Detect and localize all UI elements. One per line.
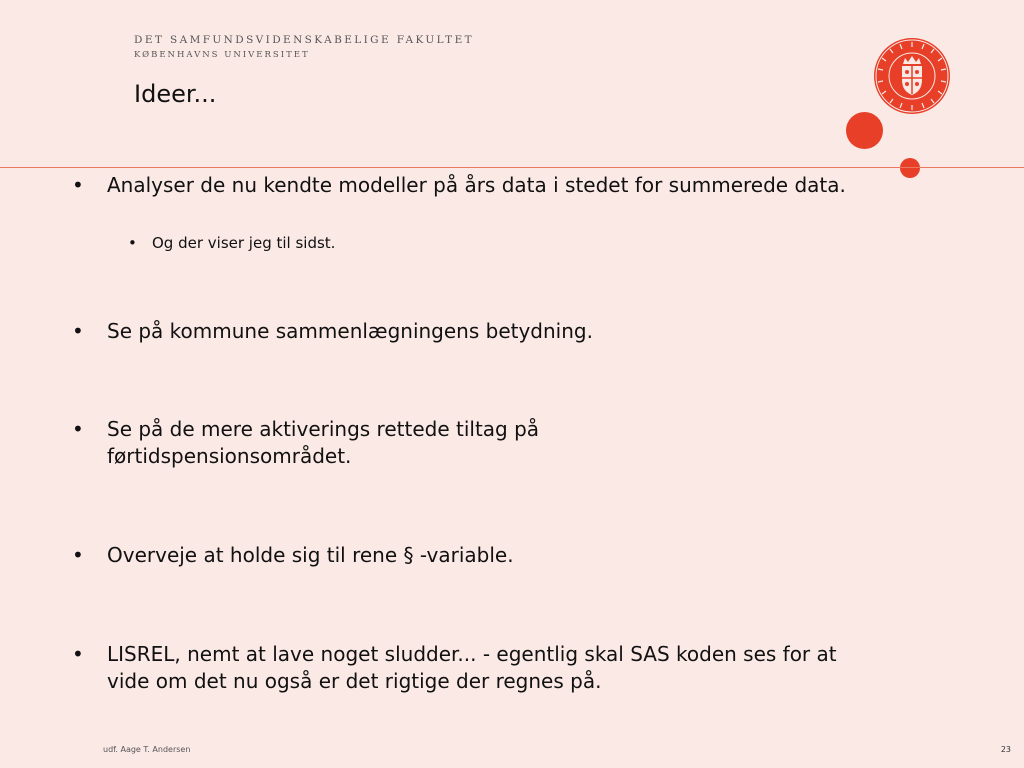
seal-graphic [872, 36, 952, 116]
university-name: KØBENHAVNS UNIVERSITET [134, 50, 310, 60]
bullet-text: Se på kommune sammenlægningens betydning. [107, 319, 593, 343]
bullet-marker: • [72, 417, 84, 441]
decorative-dot-small [900, 158, 920, 178]
bullet-marker: • [72, 642, 84, 666]
bullet-text: Overveje at holde sig til rene § -variable. [107, 543, 514, 567]
page-number: 23 [1000, 745, 1011, 754]
bullet-marker: • [72, 543, 84, 567]
bullet-text: LISREL, nemt at lave noget sludder... - egentlig skal SAS koden ses for at vide om det nu også er det rigtige der regnes på. [107, 642, 837, 693]
bullet-marker: • [72, 173, 84, 197]
bullet-marker: • [72, 319, 84, 343]
sub-bullet-text: Og der viser jeg til sidst. [152, 234, 336, 252]
bullet-text: Se på de mere aktiverings rettede tiltag på førtidspensionsområdet. [107, 417, 540, 468]
faculty-name: DET SAMFUNDSVIDENSKABELIGE FAKULTET [134, 34, 475, 46]
university-seal-icon [872, 36, 952, 116]
header-divider [0, 167, 1024, 168]
sub-bullet-marker: • [128, 234, 137, 252]
decorative-dot-large [846, 112, 883, 149]
footer-author: udf. Aage T. Andersen [103, 745, 191, 754]
bullet-text: Analyser de nu kendte modeller på års data i stedet for summerede data. [107, 173, 846, 197]
slide-title: Ideer... [134, 80, 217, 108]
